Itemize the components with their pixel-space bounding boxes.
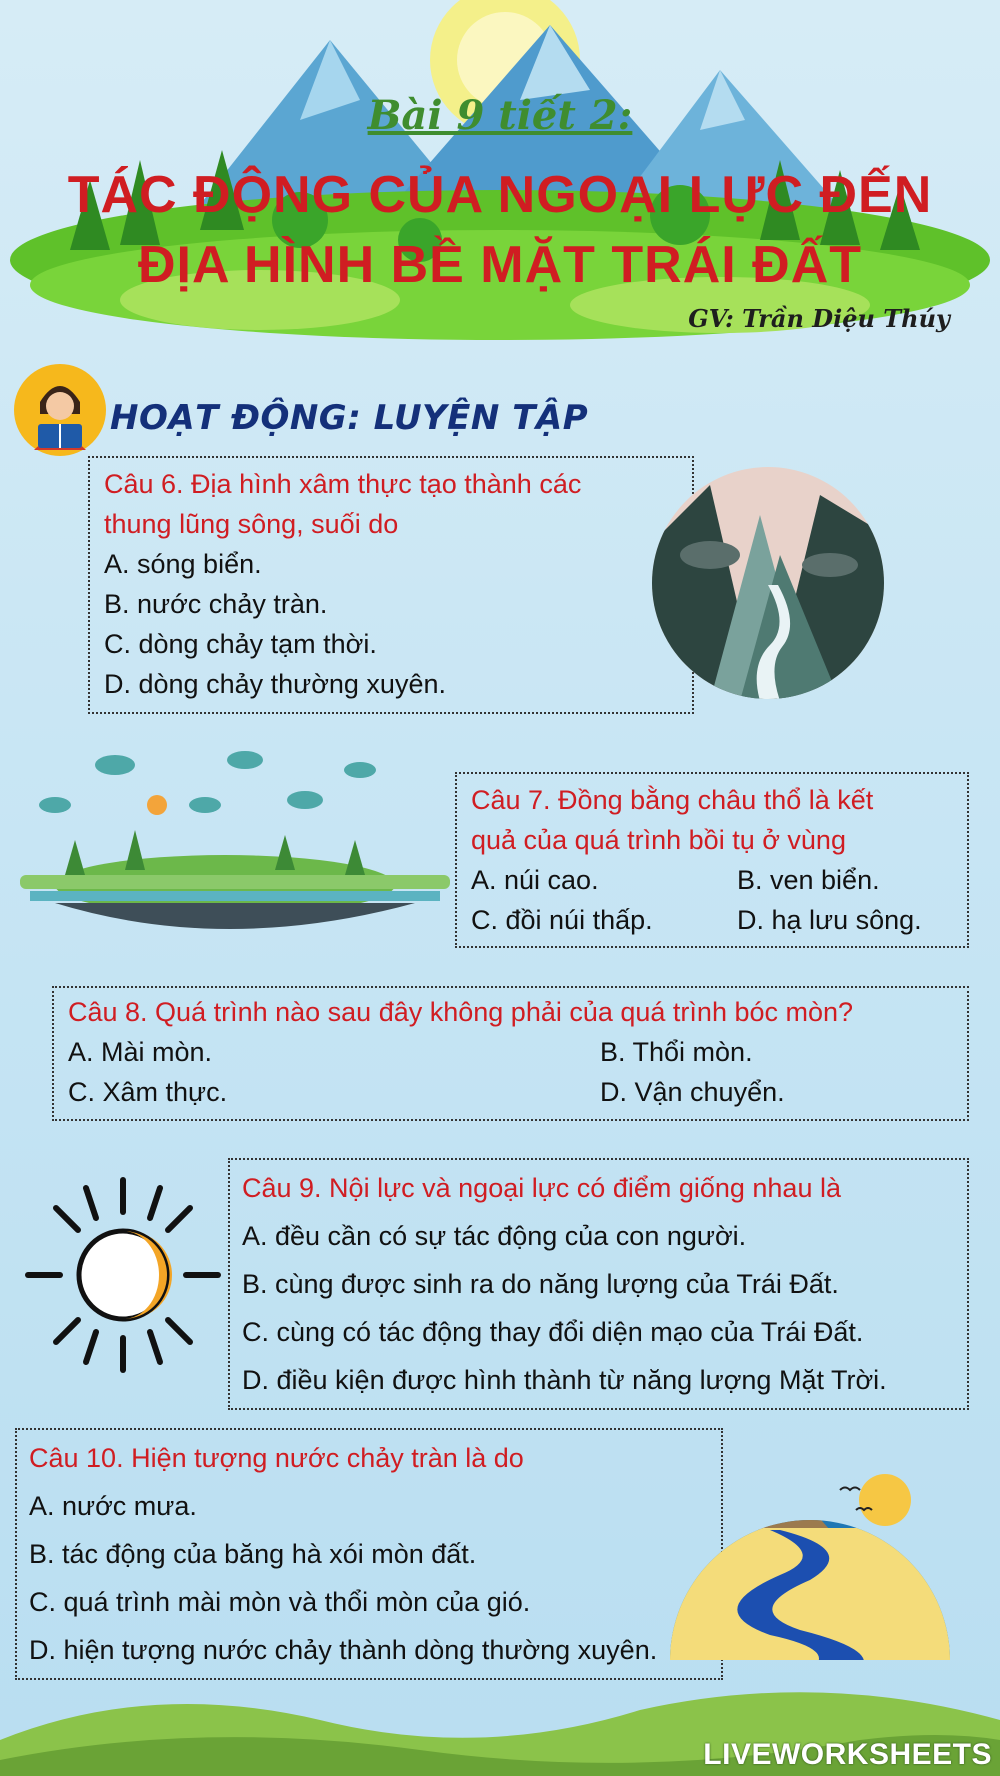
question-9-option-d[interactable]: D. điều kiện được hình thành từ năng lượng Mặt Trời.	[242, 1365, 887, 1395]
question-6-text-line2: thung lũng sông, suối do	[104, 509, 399, 539]
lesson-title	[20, 160, 980, 300]
question-8-option-b[interactable]: B. Thổi mòn.	[600, 1037, 753, 1067]
brand-text: LIVEWORKSHEETS	[703, 1738, 992, 1771]
question-7-text-line1: Câu 7. Đồng bằng châu thổ là kết	[471, 785, 874, 815]
delta-landscape-illustration	[15, 745, 455, 945]
question-8-box	[52, 986, 969, 1121]
lesson-subtitle: Bài 9 tiết 2:	[367, 92, 633, 139]
student-reading-icon	[12, 362, 108, 458]
question-8-option-d[interactable]: D. Vận chuyển.	[600, 1077, 785, 1107]
lesson-title-line1: TÁC ĐỘNG CỦA NGOẠI LỰC ĐẾN	[67, 166, 933, 224]
question-6-option-a[interactable]: A. sóng biển.	[104, 549, 262, 579]
question-6-text-line1: Câu 6. Địa hình xâm thực tạo thành các	[104, 469, 582, 499]
question-10-option-a[interactable]: A. nước mưa.	[29, 1491, 197, 1521]
question-9-option-a[interactable]: A. đều cần có sự tác động của con người.	[242, 1221, 747, 1251]
question-6-box	[88, 456, 694, 714]
question-7-option-c[interactable]: C. đồi núi thấp.	[471, 905, 653, 935]
sun-icon	[18, 1170, 228, 1380]
question-8-text: Câu 8. Quá trình nào sau đây không phải của quá trình bóc mòn?	[68, 997, 854, 1027]
desert-river-illustration	[660, 1430, 960, 1690]
question-10-text: Câu 10. Hiện tượng nước chảy tràn là do	[29, 1443, 524, 1473]
question-7-option-b[interactable]: B. ven biển.	[737, 865, 880, 895]
question-7-text-line2: quả của quá trình bồi tụ ở vùng	[471, 825, 846, 855]
question-10-option-b[interactable]: B. tác động của băng hà xói mòn đất.	[29, 1539, 477, 1569]
question-8-option-a[interactable]: A. Mài mòn.	[68, 1037, 213, 1067]
teacher-name: GV: Trần Diệu Thúy	[688, 304, 950, 333]
question-10-box	[15, 1428, 723, 1680]
question-9-option-c[interactable]: C. cùng có tác động thay đổi diện mạo của Trái Đất.	[242, 1317, 864, 1347]
lesson-title-line2: ĐỊA HÌNH BỀ MẶT TRÁI ĐẤT	[137, 236, 863, 294]
question-9-text: Câu 9. Nội lực và ngoại lực có điểm giống nhau là	[242, 1173, 841, 1203]
question-7-option-d[interactable]: D. hạ lưu sông.	[737, 905, 922, 935]
question-9-box	[228, 1158, 969, 1410]
question-7-box	[455, 772, 969, 948]
question-6-option-b[interactable]: B. nước chảy tràn.	[104, 589, 328, 619]
valley-river-illustration	[650, 465, 886, 701]
question-10-option-c[interactable]: C. quá trình mài mòn và thổi mòn của gió.	[29, 1587, 531, 1617]
question-6-option-d[interactable]: D. dòng chảy thường xuyên.	[104, 669, 446, 699]
question-10-option-d[interactable]: D. hiện tượng nước chảy thành dòng thường xuyên.	[29, 1635, 658, 1665]
liveworksheets-logo	[703, 1738, 992, 1772]
question-8-option-c[interactable]: C. Xâm thực.	[68, 1077, 228, 1107]
question-9-option-b[interactable]: B. cùng được sinh ra do năng lượng của Trái Đất.	[242, 1269, 839, 1299]
question-6-option-c[interactable]: C. dòng chảy tạm thời.	[104, 629, 377, 659]
question-7-option-a[interactable]: A. núi cao.	[471, 865, 599, 895]
activity-heading: HOẠT ĐỘNG: LUYỆN TẬP	[110, 398, 589, 438]
